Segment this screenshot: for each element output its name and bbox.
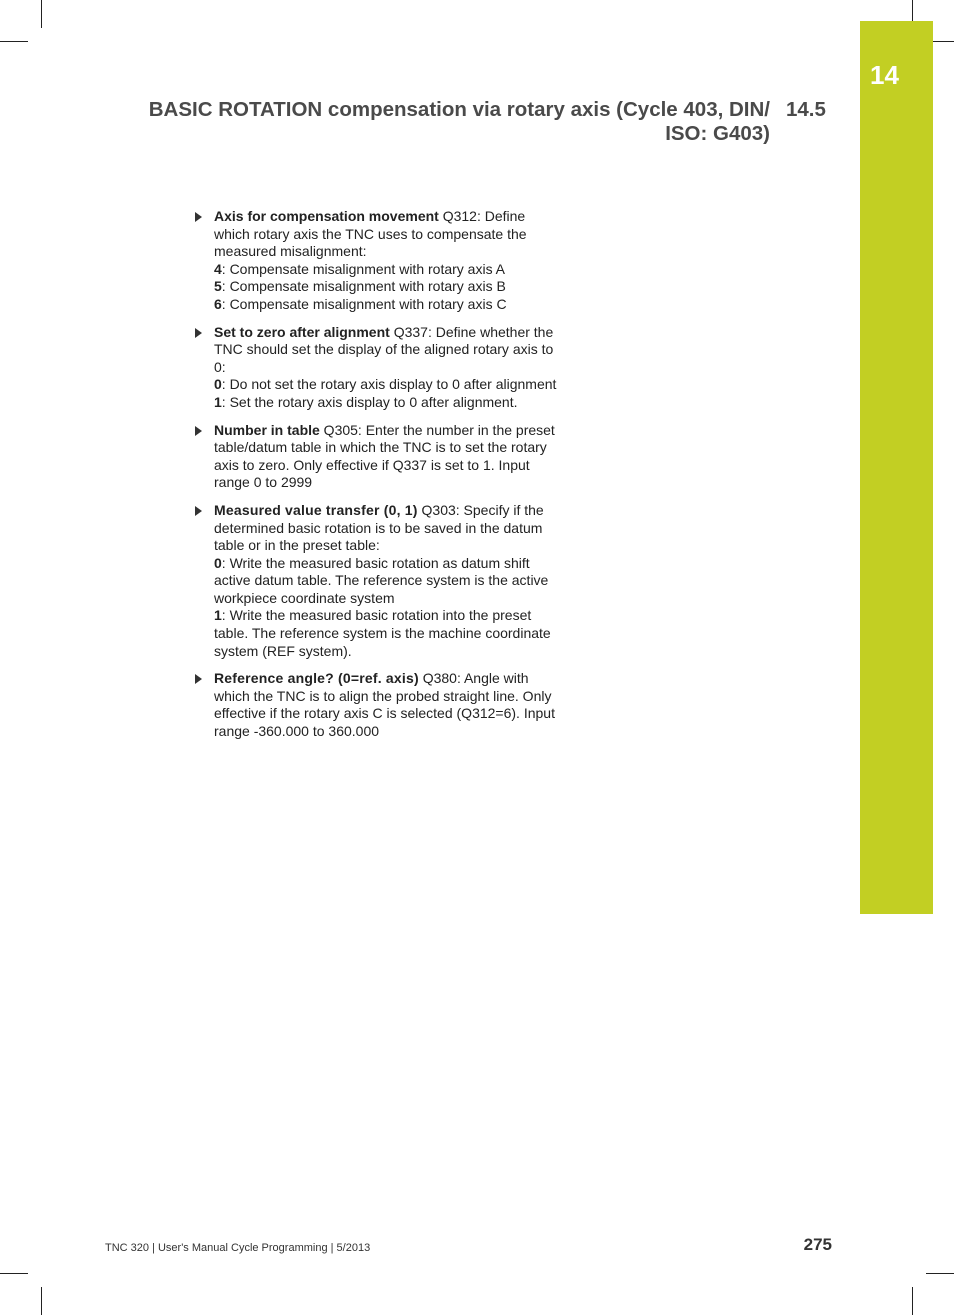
option-text: : Compensate misalignment with rotary axis B xyxy=(221,278,506,295)
option-line xyxy=(214,296,563,314)
option-line xyxy=(214,376,563,394)
option-line xyxy=(214,555,563,608)
section-number: 14.5 xyxy=(786,98,826,121)
chapter-tab xyxy=(860,21,933,914)
option-key: 5 xyxy=(214,278,222,295)
crop-mark xyxy=(0,41,28,42)
param-text: Q305: Enter the number in the preset table/datum table in which the TNC is to set the rotary axis to zero. Only effective if Q337 is set to 1. Input range 0 to 2999 xyxy=(214,421,555,491)
triangle-bullet-icon xyxy=(195,506,202,516)
option-key: 4 xyxy=(214,260,222,277)
triangle-bullet-icon xyxy=(195,426,202,436)
triangle-bullet-icon xyxy=(195,212,202,222)
param-text: Q303: Specify if the determined basic rotation is to be saved in the datum table or in the preset table: xyxy=(214,501,544,554)
list-item xyxy=(193,670,563,740)
option-line xyxy=(214,394,563,412)
chapter-number: 14 xyxy=(870,60,899,90)
param-term: Number in table xyxy=(214,421,320,438)
option-text: : Write the measured basic rotation as datum shift active datum table. The reference system is the active workpiece coordinate system xyxy=(214,554,549,606)
list-item xyxy=(193,502,563,660)
option-text: : Do not set the rotary axis display to 0 after alignment xyxy=(221,376,557,393)
param-term: Reference angle? (0=ref. axis) xyxy=(214,670,419,687)
crop-mark xyxy=(912,1287,913,1315)
option-key: 1 xyxy=(214,393,222,410)
triangle-bullet-icon xyxy=(195,328,202,338)
option-text: : Write the measured basic rotation into the preset table. The reference system is the machine coordinate system (REF system). xyxy=(214,607,551,659)
param-text: Q312: Define which rotary axis the TNC uses to compensate the measured misalignment: xyxy=(214,208,527,260)
option-line xyxy=(214,278,563,296)
footer-text: TNC 320 | User's Manual Cycle Programming | 5/2013 xyxy=(105,1242,371,1254)
page-title: BASIC ROTATION compensation via rotary axis (Cycle 403, DIN/ ISO: G403) xyxy=(148,98,770,145)
option-key: 0 xyxy=(214,376,222,393)
param-term: Axis for compensation movement xyxy=(214,208,439,224)
option-text: : Compensate misalignment with rotary axis C xyxy=(221,295,507,312)
option-key: 1 xyxy=(214,607,222,624)
crop-mark xyxy=(926,1273,954,1274)
crop-mark xyxy=(41,1287,42,1315)
option-text: : Compensate misalignment with rotary axis A xyxy=(221,260,506,277)
option-key: 0 xyxy=(214,554,222,571)
param-text: Q380: Angle with which the TNC is to align the probed straight line. Only effective if the rotary axis C is selected (Q312=6). Input range -360.000 to 360.000 xyxy=(214,670,555,740)
list-item xyxy=(193,422,563,492)
param-term: Set to zero after alignment xyxy=(214,323,390,340)
list-item xyxy=(193,208,563,314)
param-term: Measured value transfer (0, 1) xyxy=(214,501,418,518)
parameter-list xyxy=(193,208,563,751)
option-key: 6 xyxy=(214,295,222,312)
triangle-bullet-icon xyxy=(195,674,202,684)
crop-mark xyxy=(0,1273,28,1274)
param-text: Q337: Define whether the TNC should set the display of the aligned rotary axis to 0: xyxy=(214,323,554,375)
option-line xyxy=(214,607,563,660)
page-number: 275 xyxy=(803,1235,832,1254)
crop-mark xyxy=(41,0,42,28)
list-item xyxy=(193,324,563,412)
option-line xyxy=(214,261,563,279)
option-text: : Set the rotary axis display to 0 after alignment. xyxy=(221,393,518,410)
